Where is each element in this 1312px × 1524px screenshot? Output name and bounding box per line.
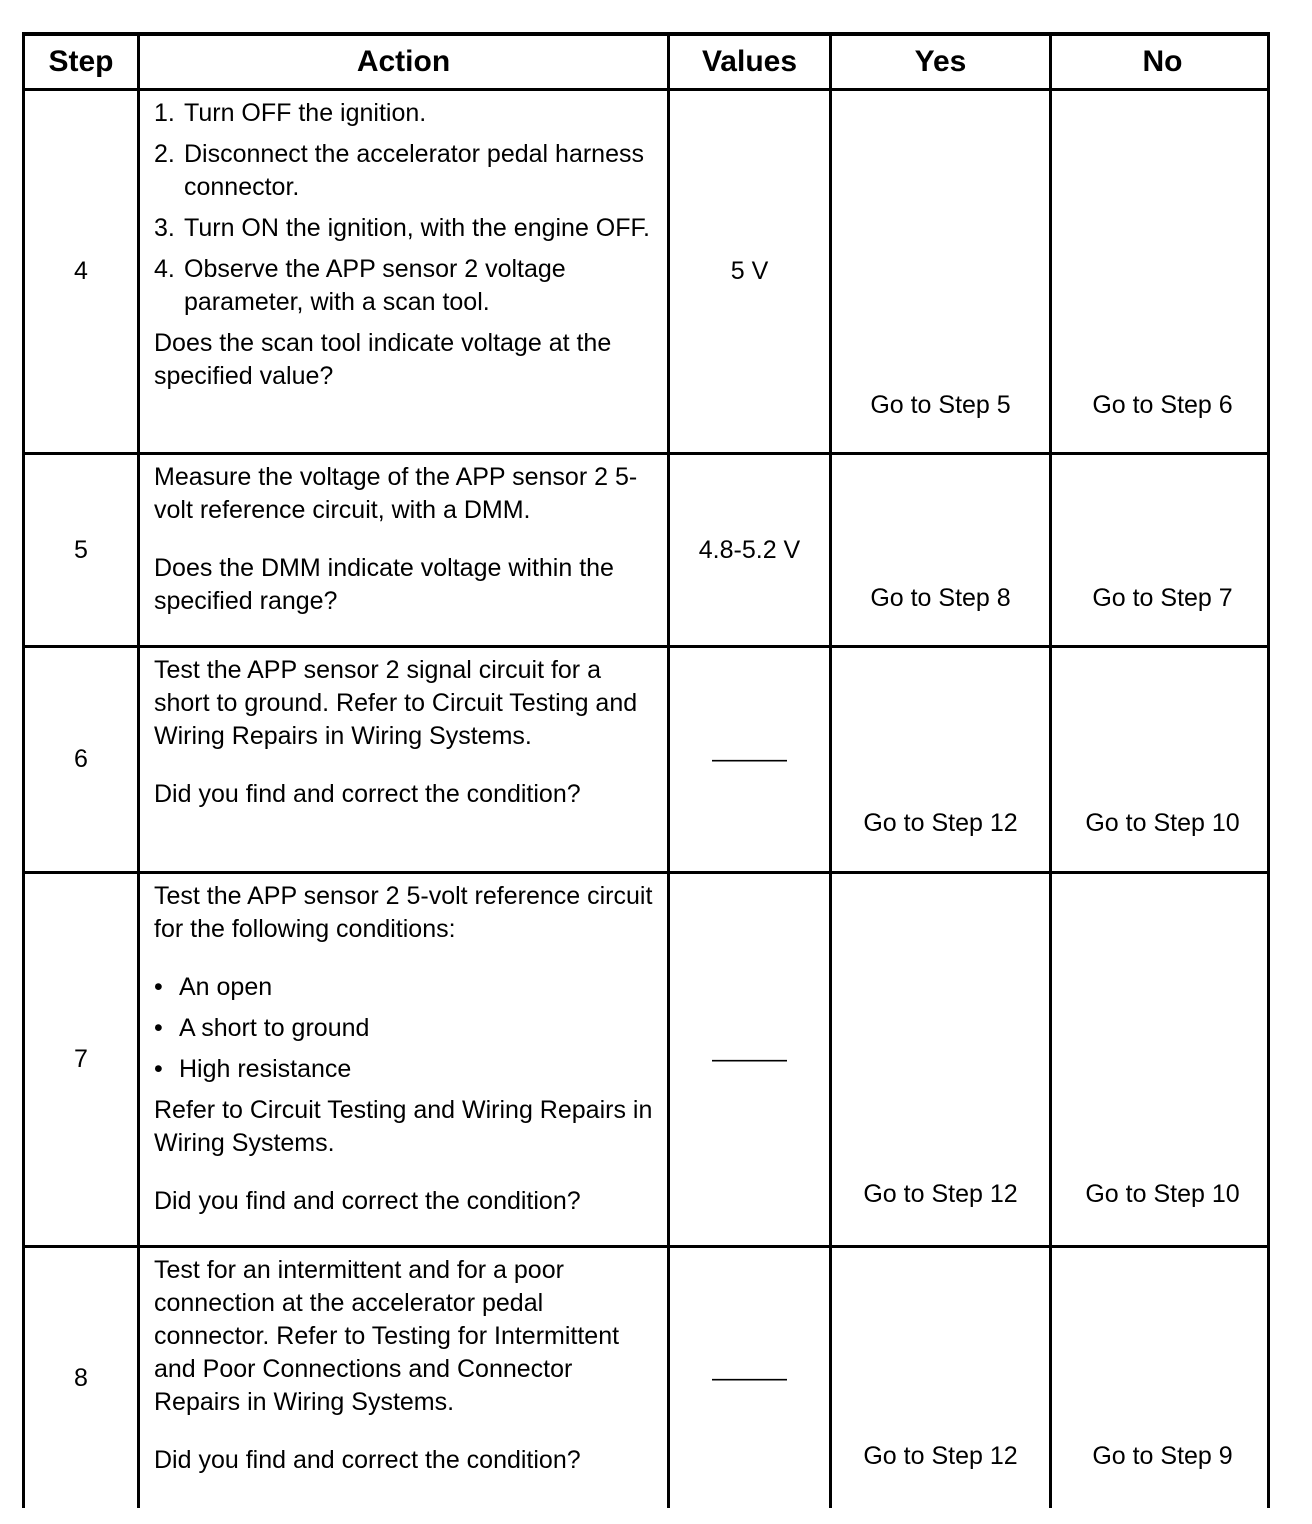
question-text: Did you find and correct the condition?: [154, 780, 581, 808]
step-number: 6: [25, 648, 140, 871]
yes-result: Go to Step 12: [863, 1180, 1018, 1208]
action-text: Measure the voltage of the APP sensor 2 5-volt reference circuit, with a DMM.: [154, 463, 638, 524]
yes-cell: [832, 874, 1052, 1245]
value-cell: ———: [670, 1248, 832, 1508]
diagnostic-table: [22, 32, 1270, 1508]
yes-result: Go to Step 12: [863, 1442, 1018, 1470]
numbered-item: 1. Turn OFF the ignition.: [154, 99, 427, 127]
bullet-item: • High resistance: [154, 1055, 352, 1083]
yes-result: Go to Step 5: [870, 391, 1011, 419]
step-number: 8: [25, 1248, 140, 1508]
value-cell: 5 V: [670, 91, 832, 452]
value-cell: ———: [670, 648, 832, 871]
no-cell: [1052, 648, 1273, 871]
action-cell: [140, 1248, 670, 1508]
header-row: [22, 32, 1270, 91]
numbered-item: 4. Observe the APP sensor 2 voltage parameter, with a scan tool.: [154, 255, 566, 316]
yes-cell: [832, 91, 1052, 452]
bullet-item: • An open: [154, 973, 273, 1001]
action-cell: [140, 455, 670, 645]
question-text: Did you find and correct the condition?: [154, 1187, 581, 1215]
yes-cell: [832, 648, 1052, 871]
value-cell: ———: [670, 874, 832, 1245]
step-number: 4: [25, 91, 140, 452]
no-result: Go to Step 10: [1085, 809, 1240, 837]
question-text: Does the scan tool indicate voltage at the specified value?: [154, 329, 612, 390]
no-cell: [1052, 91, 1273, 452]
table-row: [22, 874, 1270, 1248]
yes-cell: [832, 455, 1052, 645]
no-result: Go to Step 7: [1092, 584, 1233, 612]
action-cell: [140, 648, 670, 871]
action-cell: [140, 874, 670, 1245]
bullet-item: • A short to ground: [154, 1014, 370, 1042]
no-cell: [1052, 874, 1273, 1245]
header-step: Step: [25, 36, 140, 88]
table-row: [22, 648, 1270, 874]
step-number: 5: [25, 455, 140, 645]
no-result: Go to Step 10: [1085, 1180, 1240, 1208]
table-row: [22, 1248, 1270, 1508]
yes-result: Go to Step 8: [870, 584, 1011, 612]
action-text: Test the APP sensor 2 5-volt reference circuit for the following conditions:: [154, 882, 653, 943]
header-no: No: [1142, 45, 1183, 78]
yes-cell: [832, 1248, 1052, 1508]
no-cell: [1052, 455, 1273, 645]
header-action: Action: [140, 36, 670, 88]
no-cell: [1052, 1248, 1273, 1508]
no-result: Go to Step 6: [1092, 391, 1233, 419]
header-yes: Yes: [832, 36, 1052, 88]
action-cell: [140, 91, 670, 452]
value-cell: 4.8-5.2 V: [670, 455, 832, 645]
numbered-item: 3. Turn ON the ignition, with the engine OFF.: [154, 214, 650, 242]
table-row: [22, 455, 1270, 648]
header-values: Values: [670, 36, 832, 88]
table-row: [22, 91, 1270, 455]
question-text: Does the DMM indicate voltage within the specified range?: [154, 554, 614, 615]
yes-result: Go to Step 12: [863, 809, 1018, 837]
refer-text: Refer to Circuit Testing and Wiring Repairs in Wiring Systems.: [154, 1096, 653, 1157]
question-text: Did you find and correct the condition?: [154, 1446, 581, 1474]
numbered-item: 2. Disconnect the accelerator pedal harness connector.: [154, 140, 644, 201]
no-result: Go to Step 9: [1092, 1442, 1233, 1470]
action-text: Test for an intermittent and for a poor connection at the accelerator pedal connector. Refer to Testing for Intermittent and Poor Connections and Connector Repairs in Wiring Systems.: [154, 1256, 620, 1416]
action-text: Test the APP sensor 2 signal circuit for a short to ground. Refer to Circuit Testing and Wiring Repairs in Wiring Systems.: [154, 656, 638, 750]
step-number: 7: [25, 874, 140, 1245]
